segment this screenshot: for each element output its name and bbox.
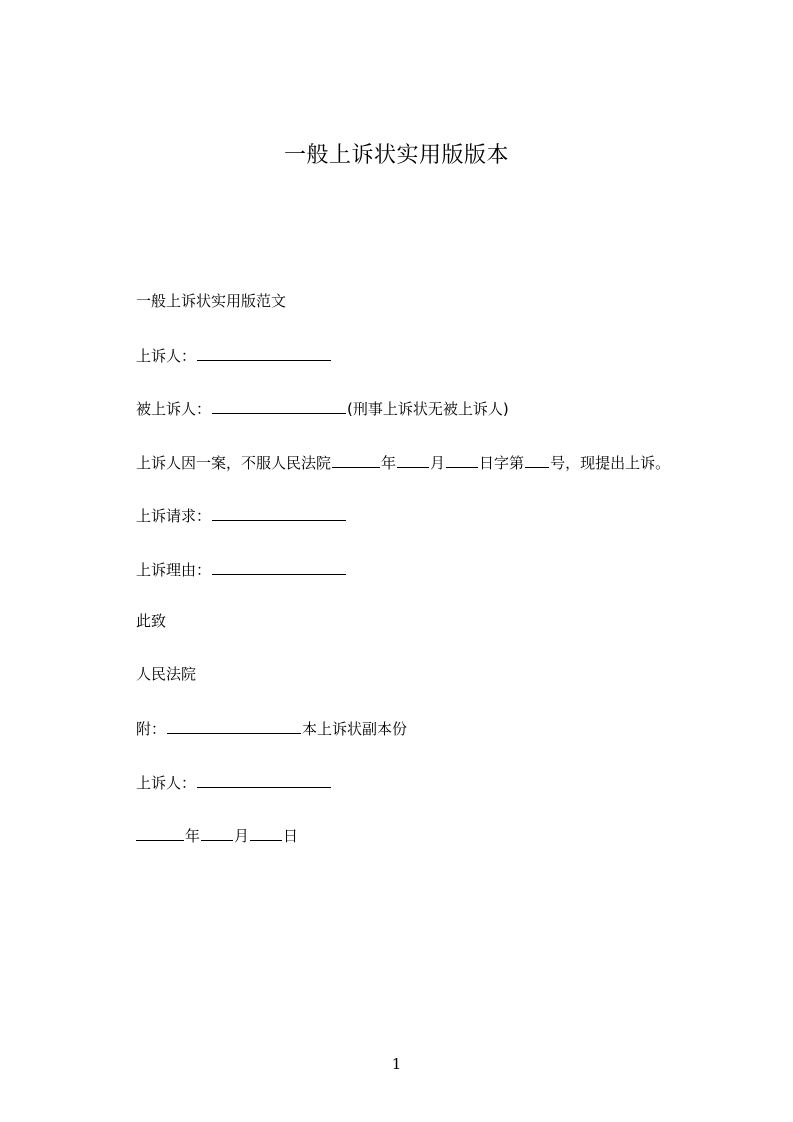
appellee-note: (刑事上诉状无被上诉人) bbox=[347, 400, 509, 418]
day-blank bbox=[446, 451, 478, 468]
case-text-part1: 上诉人因一案，不服人民法院 bbox=[136, 454, 332, 472]
attachment-line bbox=[136, 717, 407, 740]
date-month-blank bbox=[201, 824, 233, 841]
signature-label: 上诉人： bbox=[136, 774, 197, 792]
court-line bbox=[136, 663, 196, 685]
case-month-label: 月 bbox=[430, 454, 446, 472]
case-text-tail: 号，现提出上诉。 bbox=[550, 454, 671, 472]
request-label: 上诉请求： bbox=[136, 507, 212, 525]
appellee-blank bbox=[212, 397, 346, 414]
document-title: 一般上诉状实用版版本 bbox=[283, 143, 509, 168]
appellant-blank bbox=[197, 344, 331, 361]
reason-label: 上诉理由： bbox=[136, 561, 212, 579]
subtitle-line bbox=[136, 290, 286, 312]
date-year-blank bbox=[136, 824, 184, 841]
case-year-label: 年 bbox=[381, 454, 397, 472]
appellant-label: 上诉人： bbox=[136, 347, 197, 365]
reason-line bbox=[136, 558, 347, 581]
case-line bbox=[136, 451, 670, 474]
appellee-label: 被上诉人： bbox=[136, 400, 212, 418]
court: 人民法院 bbox=[136, 665, 197, 683]
salutation-line bbox=[136, 610, 166, 632]
date-day-label: 日 bbox=[283, 827, 299, 845]
case-number-blank bbox=[525, 451, 549, 468]
date-year-label: 年 bbox=[185, 827, 201, 845]
attachment-tail: 本上诉状副本份 bbox=[302, 720, 408, 738]
appellee-line bbox=[136, 397, 509, 420]
reason-blank bbox=[212, 558, 346, 575]
request-blank bbox=[212, 504, 346, 521]
request-line bbox=[136, 504, 347, 527]
case-day-label: 日字第 bbox=[479, 454, 525, 472]
attachment-blank bbox=[167, 717, 301, 734]
date-day-blank bbox=[250, 824, 282, 841]
page-number: 1 bbox=[391, 1055, 402, 1073]
date-month-label: 月 bbox=[234, 827, 250, 845]
salutation: 此致 bbox=[136, 612, 167, 630]
month-blank bbox=[397, 451, 429, 468]
subtitle: 一般上诉状实用版范文 bbox=[136, 292, 287, 310]
attachment-label: 附： bbox=[136, 720, 167, 738]
date-line bbox=[136, 824, 298, 847]
signature-line bbox=[136, 771, 332, 794]
signature-blank bbox=[197, 771, 331, 788]
year-blank bbox=[332, 451, 380, 468]
appellant-line bbox=[136, 344, 332, 367]
